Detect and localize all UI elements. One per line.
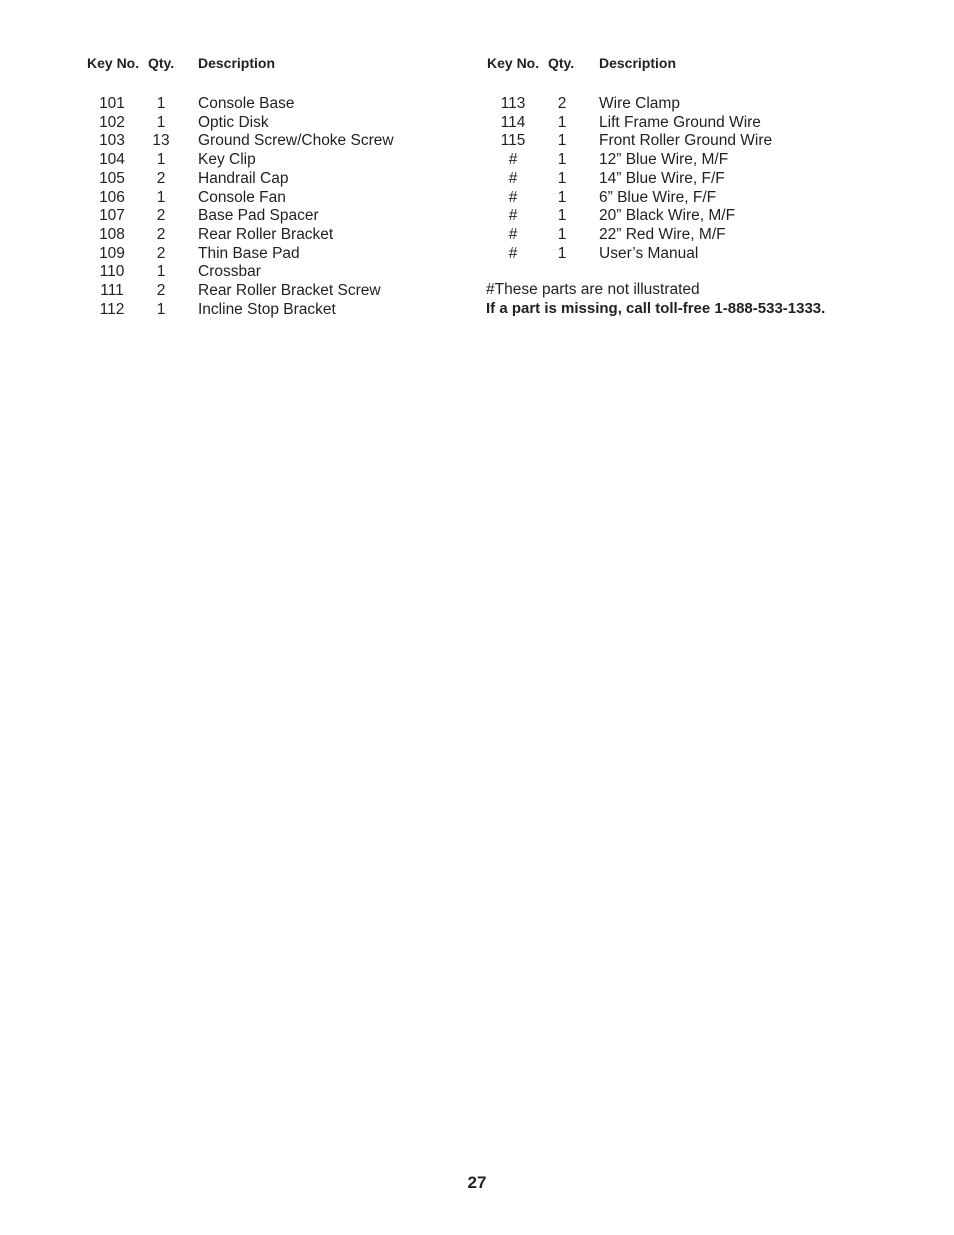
key-number: 107: [99, 207, 125, 224]
description: 22” Red Wire, M/F: [599, 226, 726, 243]
quantity: 1: [557, 114, 567, 131]
page-number: 27: [467, 1173, 487, 1192]
quantity: 2: [156, 226, 166, 243]
key-number: 102: [99, 114, 125, 131]
key-number: #: [508, 189, 518, 206]
description: Lift Frame Ground Wire: [599, 114, 761, 131]
description: Ground Screw/Choke Screw: [198, 132, 394, 149]
left-header-qty: Qty.: [148, 55, 175, 71]
key-number: #: [508, 207, 518, 224]
quantity: 1: [557, 170, 567, 187]
quantity: 1: [156, 114, 166, 131]
description: Front Roller Ground Wire: [599, 132, 773, 149]
key-number: 110: [99, 263, 125, 280]
key-number: 111: [100, 282, 124, 299]
description: User’s Manual: [599, 245, 699, 262]
key-number: 115: [500, 132, 526, 149]
quantity: 1: [156, 189, 166, 206]
left-header-description: Description: [198, 55, 276, 71]
quantity: 2: [156, 245, 166, 262]
quantity: 1: [557, 132, 567, 149]
description: Console Base: [198, 95, 295, 112]
description: Optic Disk: [198, 114, 269, 131]
quantity: 1: [156, 151, 166, 168]
key-number: 112: [99, 301, 125, 318]
key-number: 108: [99, 226, 125, 243]
right-header-description: Description: [599, 55, 677, 71]
key-number: 106: [99, 189, 125, 206]
key-number: #: [508, 245, 518, 262]
left-header-key: Key No.: [87, 55, 140, 71]
key-number: #: [508, 151, 518, 168]
missing-part-note: If a part is missing, call toll-free 1-888-533-1333.: [486, 300, 826, 317]
description: Incline Stop Bracket: [198, 301, 336, 318]
quantity: 1: [156, 263, 166, 280]
key-number: 101: [99, 95, 125, 112]
quantity: 2: [156, 207, 166, 224]
right-header-key: Key No.: [487, 55, 540, 71]
description: 12” Blue Wire, M/F: [599, 151, 729, 168]
key-number: 105: [99, 170, 125, 187]
quantity: 1: [557, 151, 567, 168]
quantity: 13: [152, 132, 170, 149]
quantity: 1: [557, 207, 567, 224]
quantity: 1: [156, 301, 166, 318]
description: Crossbar: [198, 263, 261, 280]
quantity: 1: [557, 226, 567, 243]
quantity: 1: [156, 95, 166, 112]
description: Rear Roller Bracket Screw: [198, 282, 381, 299]
description: Base Pad Spacer: [198, 207, 319, 224]
key-number: 103: [99, 132, 125, 149]
key-number: 104: [99, 151, 125, 168]
quantity: 1: [557, 245, 567, 262]
quantity: 1: [557, 189, 567, 206]
key-number: 109: [99, 245, 125, 262]
description: Handrail Cap: [198, 170, 289, 187]
key-number: #: [508, 170, 518, 187]
key-number: 113: [500, 95, 526, 112]
not-illustrated-note: #These parts are not illustrated: [486, 281, 700, 298]
description: Key Clip: [198, 151, 256, 168]
description: Thin Base Pad: [198, 245, 300, 262]
key-number: #: [508, 226, 518, 243]
description: Rear Roller Bracket: [198, 226, 334, 243]
description: 6” Blue Wire, F/F: [599, 189, 717, 206]
quantity: 2: [156, 282, 166, 299]
description: 20” Black Wire, M/F: [599, 207, 736, 224]
description: Console Fan: [198, 189, 286, 206]
key-number: 114: [500, 114, 526, 131]
description: Wire Clamp: [599, 95, 680, 112]
description: 14” Blue Wire, F/F: [599, 170, 725, 187]
quantity: 2: [557, 95, 567, 112]
quantity: 2: [156, 170, 166, 187]
right-header-qty: Qty.: [548, 55, 575, 71]
